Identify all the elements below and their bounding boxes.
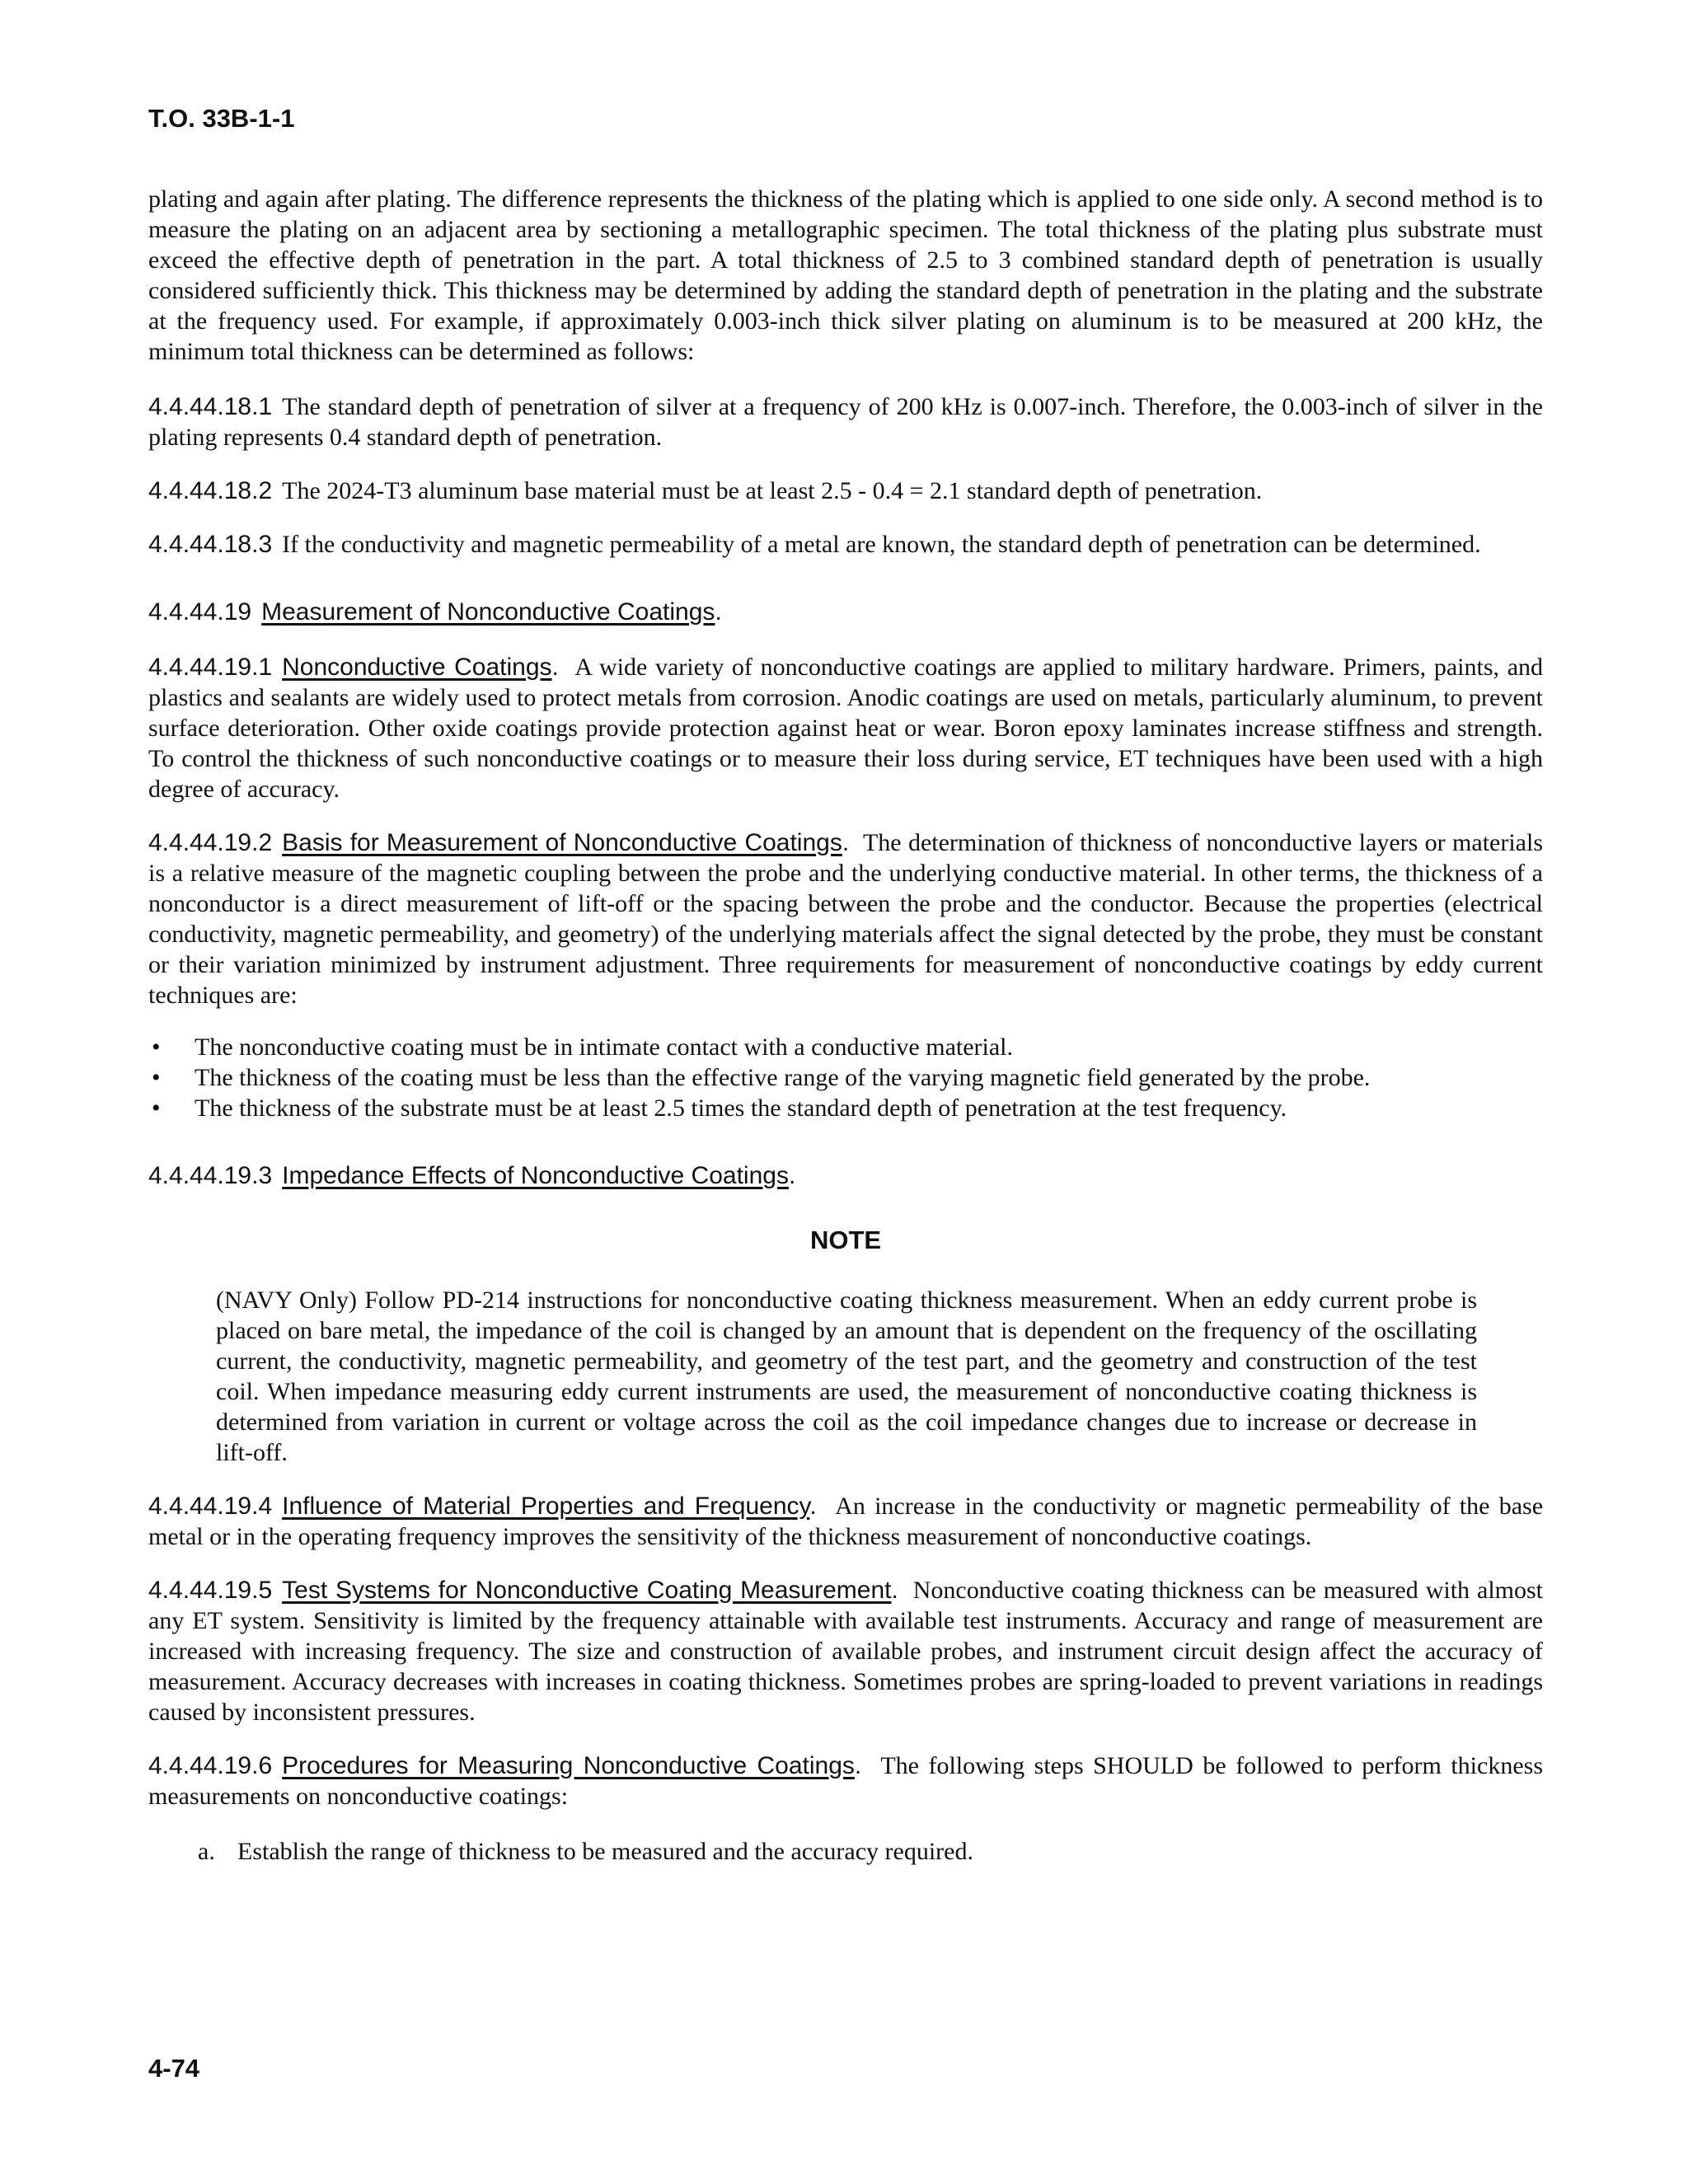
section-number: 4.4.44.19.3: [148, 1162, 273, 1189]
section-title: Measurement of Nonconductive Coatings: [261, 598, 715, 626]
paragraph-4-4-44-19-2: [148, 827, 1543, 1010]
step-text: Establish the range of thickness to be measured and the accuracy required.: [237, 1838, 973, 1865]
section-number: 4.4.44.18.1: [148, 393, 273, 420]
paragraph-text: The standard depth of penetration of silver at a frequency of 200 kHz is 0.007-inch. Therefore, the 0.003-inch of silver in the plating represents 0.4 standard depth of penetration.: [148, 393, 1543, 451]
paragraph-text: If the conductivity and magnetic permeability of a metal are known, the standard depth of penetration can be determined.: [282, 531, 1481, 558]
title-punct: .: [809, 1493, 817, 1520]
section-title: Procedures for Measuring Nonconductive Coatings: [282, 1752, 855, 1779]
title-punct: .: [551, 654, 559, 681]
section-number: 4.4.44.18.2: [148, 477, 273, 504]
paragraph-4-4-44-19-5: [148, 1575, 1543, 1727]
requirements-list: [148, 1032, 1543, 1123]
paragraph-4-4-44-19-4: [148, 1491, 1543, 1552]
section-number: 4.4.44.19.6: [148, 1752, 273, 1779]
paragraph-4-4-44-19-1: [148, 652, 1543, 804]
note-body: (NAVY Only) Follow PD-214 instructions for nonconductive coating thickness measurement. When an eddy current probe is placed on bare metal, the impedance of the coil is changed by an amount that is dependent on the frequency of the oscillating current, the conductivity, magnetic permeability, and geometry of the test part, and the geometry and construction of the test coil. When impedance measuring eddy current instruments are used, the measurement of nonconductive coating thickness is determined from variation in current or voltage across the coil as the coil impedance changes due to increase or decrease in lift-off.: [216, 1286, 1477, 1466]
section-title: Impedance Effects of Nonconductive Coatings: [282, 1162, 789, 1189]
list-item-text: The thickness of the substrate must be at least 2.5 times the standard depth of penetration at the test frequency.: [195, 1094, 1287, 1122]
paragraph-text: Nonconductive coating thickness can be measured with almost any ET system. Sensitivity is limited by the frequency attainable with available test instruments. Accuracy and range of measurement are increased with increasing frequency. The size and construction of available probes, and instrument circuit design affect the accuracy of measurement. Accuracy decreases with increases in coating thickness. Sometimes probes are spring-loaded to prevent variations in readings caused by inconsistent pressures.: [148, 1577, 1543, 1726]
page-number: 4-74: [148, 2054, 200, 2083]
step-letter: a.: [198, 1838, 215, 1865]
title-punct: .: [891, 1577, 898, 1604]
paragraph-text: The determination of thickness of nonconductive layers or materials is a relative measure of the magnetic coupling between the probe and the underlying conductive material. In other terms, the thickness of a nonconductor is a direct measurement of lift-off or the spacing between the probe and the conductor. Because the properties (electrical conductivity, magnetic permeability, and geometry) of the underlying materials affect the signal detected by the probe, they must be constant or their variation minimized by instrument adjustment. Three requirements for measurement of nonconductive coatings by eddy current techniques are:: [148, 829, 1543, 1009]
paragraph-text: An increase in the conductivity or magnetic permeability of the base metal or in the operating frequency improves the sensitivity of the thickness measurement of nonconductive coatings.: [148, 1493, 1544, 1550]
document-body: [148, 184, 1543, 1867]
bullet-icon: •: [152, 1094, 161, 1122]
note-title: NOTE: [809, 1226, 882, 1254]
section-number: 4.4.44.19.4: [148, 1493, 273, 1520]
list-item-text: The nonconductive coating must be in intimate contact with a conductive material.: [195, 1033, 1014, 1061]
title-punct: .: [842, 829, 850, 856]
section-number: 4.4.44.19.2: [148, 829, 273, 856]
list-item: [148, 1093, 1543, 1123]
section-title: Nonconductive Coatings: [282, 654, 552, 681]
intro-paragraph: plating and again after plating. The difference represents the thickness of the plating which is applied to one side only. A second method is to measure the plating on an adjacent area by sectioning a metallographic specimen. The total thickness of the plating plus substrate must exceed the effective depth of penetration in the part. A total thickness of 2.5 to 3 combined standard depth of penetration is usually considered sufficiently thick. This thickness may be determined by adding the standard depth of penetration in the plating and the substrate at the frequency used. For example, if approximately 0.003-inch thick silver plating on aluminum is to be measured at 200 kHz, the minimum total thickness can be determined as follows:: [148, 185, 1543, 365]
title-punct: .: [854, 1752, 862, 1779]
section-title: Basis for Measurement of Nonconductive Coatings: [282, 829, 842, 856]
title-punct: .: [788, 1162, 796, 1189]
bullet-icon: •: [152, 1064, 161, 1091]
list-item-text: The thickness of the coating must be less than the effective range of the varying magnetic field generated by the probe.: [195, 1064, 1371, 1091]
section-number: 4.4.44.19: [148, 598, 252, 626]
paragraph-text: A wide variety of nonconductive coatings are applied to military hardware. Primers, paints, and plastics and sealants are widely used to protect metals from corrosion. Anodic coatings are used on metals, particularly aluminum, to prevent surface deterioration. Other oxide coatings provide protection against heat or wear. Boron epoxy laminates increase stiffness and strength. To control the thickness of such nonconductive coatings or to measure their loss during service, ET techniques have been used with a high degree of accuracy.: [148, 654, 1544, 803]
bullet-icon: •: [152, 1033, 161, 1061]
heading-4-4-44-19-3: [148, 1160, 1543, 1191]
paragraph-text: The 2024-T3 aluminum base material must be at least 2.5 - 0.4 = 2.1 standard depth of penetration.: [282, 477, 1263, 504]
heading-4-4-44-19: [148, 597, 1543, 627]
document-header: T.O. 33B-1-1: [148, 104, 295, 133]
section-title: Test Systems for Nonconductive Coating Measurement: [282, 1577, 892, 1604]
paragraph-4-4-44-19-6: [148, 1750, 1543, 1811]
section-title: Influence of Material Properties and Frequency: [282, 1493, 810, 1520]
paragraph-4-4-44-18-3: [148, 529, 1543, 560]
title-punct: .: [715, 598, 722, 626]
section-number: 4.4.44.18.3: [148, 531, 273, 558]
paragraph-4-4-44-18-2: [148, 476, 1543, 506]
paragraph-text: The following steps SHOULD be followed to perform thickness measurements on nonconductive coatings:: [148, 1752, 1543, 1810]
paragraph-4-4-44-18-1: [148, 391, 1543, 452]
step-a: [148, 1836, 1543, 1867]
section-number: 4.4.44.19.5: [148, 1577, 273, 1604]
list-item: [148, 1062, 1543, 1093]
section-number: 4.4.44.19.1: [148, 654, 273, 681]
list-item: [148, 1032, 1543, 1062]
